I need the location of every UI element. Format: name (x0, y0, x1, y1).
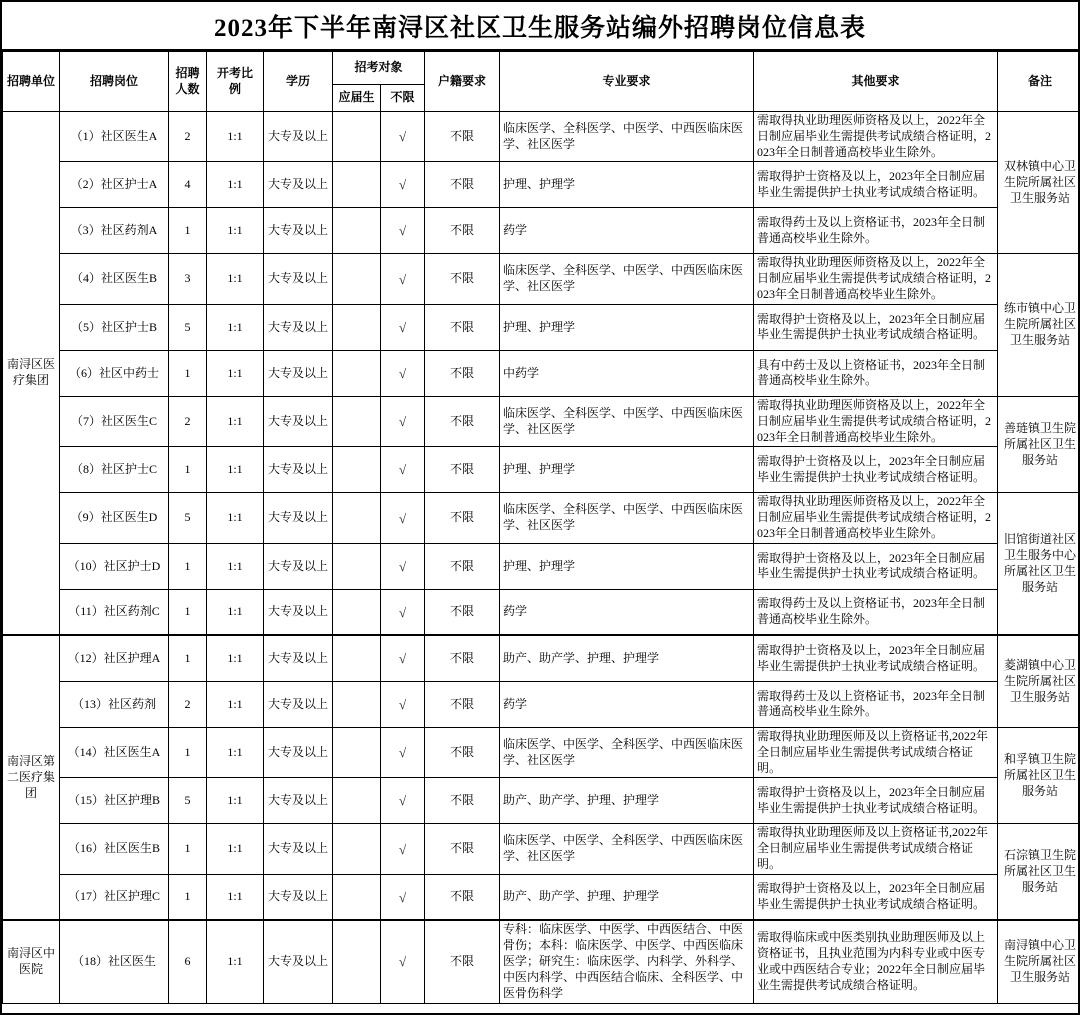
ratio-cell: 1:1 (207, 304, 264, 350)
remark-cell: 石淙镇卫生院所属社区卫生服务站 (998, 824, 1080, 920)
other-cell: 需取得执业助理医师资格及以上，2022年全日制应届毕业生需提供考试成绩合格证明，2023年全日制普通高校毕业生除外。 (754, 112, 998, 162)
ratio-cell: 1:1 (207, 447, 264, 493)
hukou-cell: 不限 (425, 589, 500, 635)
count-cell: 1 (169, 589, 207, 635)
education-cell: 大专及以上 (264, 350, 333, 396)
col-header-other: 其他要求 (754, 52, 998, 112)
education-cell: 大专及以上 (264, 162, 333, 208)
hukou-cell: 不限 (425, 543, 500, 589)
education-cell: 大专及以上 (264, 304, 333, 350)
col-header-fresh-grad: 应届生 (333, 85, 381, 112)
major-cell: 护理、护理学 (500, 162, 754, 208)
major-cell: 护理、护理学 (500, 447, 754, 493)
count-cell: 5 (169, 493, 207, 543)
count-cell: 5 (169, 304, 207, 350)
hukou-cell: 不限 (425, 778, 500, 824)
position-cell: （3）社区药剂A (60, 208, 169, 254)
count-cell: 4 (169, 162, 207, 208)
other-cell: 需取得临床或中医类别执业助理医师及以上资格证书，且执业范围为内科专业或中医专业或中西医结合专业；2022年全日制应届毕业生需提供考试成绩合格证明。 (754, 920, 998, 1003)
education-cell: 大专及以上 (264, 396, 333, 446)
major-cell: 护理、护理学 (500, 543, 754, 589)
col-header-unlimited: 不限 (381, 85, 425, 112)
position-cell: （9）社区医生D (60, 493, 169, 543)
unlimited-check-cell: √ (381, 208, 425, 254)
ratio-cell: 1:1 (207, 543, 264, 589)
unlimited-check-cell: √ (381, 681, 425, 727)
unlimited-check-cell: √ (381, 396, 425, 446)
hukou-cell: 不限 (425, 447, 500, 493)
unlimited-check-cell: √ (381, 493, 425, 543)
major-cell: 临床医学、全科医学、中医学、中西医临床医学、社区医学 (500, 112, 754, 162)
education-cell: 大专及以上 (264, 778, 333, 824)
table-row (3, 350, 1080, 396)
count-cell: 2 (169, 681, 207, 727)
position-cell: （4）社区医生B (60, 254, 169, 304)
count-cell: 1 (169, 208, 207, 254)
unlimited-check-cell: √ (381, 920, 425, 1003)
education-cell: 大专及以上 (264, 681, 333, 727)
position-cell: （5）社区护士B (60, 304, 169, 350)
recruitment-table (2, 51, 1080, 1004)
education-cell: 大专及以上 (264, 112, 333, 162)
count-cell: 1 (169, 350, 207, 396)
fresh-grad-cell (333, 350, 381, 396)
remark-cell: 双林镇中心卫生院所属社区卫生服务站 (998, 112, 1080, 254)
position-cell: （17）社区护理C (60, 874, 169, 920)
table-row (3, 920, 1080, 1003)
table-row (3, 874, 1080, 920)
table-body (3, 112, 1080, 1004)
table-row (3, 447, 1080, 493)
unlimited-check-cell: √ (381, 112, 425, 162)
position-cell: （10）社区护士D (60, 543, 169, 589)
position-cell: （8）社区护士C (60, 447, 169, 493)
major-cell: 临床医学、中医学、全科医学、中西医临床医学、社区医学 (500, 824, 754, 874)
hukou-cell: 不限 (425, 162, 500, 208)
other-cell: 需取得药士及以上资格证书，2023年全日制普通高校毕业生除外。 (754, 208, 998, 254)
hukou-cell: 不限 (425, 824, 500, 874)
position-cell: （15）社区护理B (60, 778, 169, 824)
count-cell: 3 (169, 254, 207, 304)
ratio-cell: 1:1 (207, 162, 264, 208)
other-cell: 需取得护士资格及以上，2023年全日制应届毕业生需提供护士执业考试成绩合格证明。 (754, 778, 998, 824)
col-header-unit: 招聘单位 (3, 52, 60, 112)
remark-cell: 善琏镇卫生院所属社区卫生服务站 (998, 396, 1080, 492)
position-cell: （2）社区护士A (60, 162, 169, 208)
position-cell: （14）社区医生A (60, 727, 169, 777)
col-header-target: 招考对象 (333, 52, 425, 85)
other-cell: 需取得护士资格及以上，2023年全日制应届毕业生需提供护士执业考试成绩合格证明。 (754, 304, 998, 350)
fresh-grad-cell (333, 778, 381, 824)
hukou-cell: 不限 (425, 304, 500, 350)
education-cell: 大专及以上 (264, 493, 333, 543)
table-row (3, 589, 1080, 635)
ratio-cell: 1:1 (207, 824, 264, 874)
hukou-cell: 不限 (425, 254, 500, 304)
fresh-grad-cell (333, 727, 381, 777)
position-cell: （1）社区医生A (60, 112, 169, 162)
education-cell: 大专及以上 (264, 543, 333, 589)
col-header-major: 专业要求 (500, 52, 754, 112)
fresh-grad-cell (333, 589, 381, 635)
fresh-grad-cell (333, 162, 381, 208)
fresh-grad-cell (333, 447, 381, 493)
hukou-cell: 不限 (425, 920, 500, 1003)
ratio-cell: 1:1 (207, 635, 264, 681)
table-row (3, 635, 1080, 681)
education-cell: 大专及以上 (264, 208, 333, 254)
other-cell: 需取得护士资格及以上，2023年全日制应届毕业生需提供护士执业考试成绩合格证明。 (754, 447, 998, 493)
fresh-grad-cell (333, 681, 381, 727)
ratio-cell: 1:1 (207, 778, 264, 824)
table-row (3, 824, 1080, 874)
hukou-cell: 不限 (425, 635, 500, 681)
education-cell: 大专及以上 (264, 824, 333, 874)
education-cell: 大专及以上 (264, 254, 333, 304)
table-header (3, 52, 1080, 112)
other-cell: 需取得药士及以上资格证书，2023年全日制普通高校毕业生除外。 (754, 589, 998, 635)
table-row (3, 778, 1080, 824)
ratio-cell: 1:1 (207, 589, 264, 635)
remark-cell: 和孚镇卫生院所属社区卫生服务站 (998, 727, 1080, 823)
major-cell: 药学 (500, 208, 754, 254)
fresh-grad-cell (333, 493, 381, 543)
major-cell: 临床医学、全科医学、中医学、中西医临床医学、社区医学 (500, 396, 754, 446)
ratio-cell: 1:1 (207, 112, 264, 162)
hukou-cell: 不限 (425, 681, 500, 727)
education-cell: 大专及以上 (264, 589, 333, 635)
fresh-grad-cell (333, 635, 381, 681)
fresh-grad-cell (333, 208, 381, 254)
other-cell: 需取得执业助理医师资格及以上，2022年全日制应届毕业生需提供考试成绩合格证明，2023年全日制普通高校毕业生除外。 (754, 254, 998, 304)
major-cell: 专科：临床医学、中医学、中西医结合、中医骨伤；本科：临床医学、中医学、中西医临床医学；研究生：临床医学、内科学、外科学、中医内科学、中西医结合临床、全科医学、中医骨伤科学 (500, 920, 754, 1003)
count-cell: 6 (169, 920, 207, 1003)
table-row (3, 396, 1080, 446)
count-cell: 1 (169, 874, 207, 920)
other-cell: 需取得执业助理医师资格及以上，2022年全日制应届毕业生需提供考试成绩合格证明，2023年全日制普通高校毕业生除外。 (754, 396, 998, 446)
major-cell: 药学 (500, 681, 754, 727)
position-cell: （16）社区医生B (60, 824, 169, 874)
position-cell: （13）社区药剂 (60, 681, 169, 727)
education-cell: 大专及以上 (264, 727, 333, 777)
education-cell: 大专及以上 (264, 635, 333, 681)
major-cell: 助产、助产学、护理、护理学 (500, 778, 754, 824)
unlimited-check-cell: √ (381, 874, 425, 920)
major-cell: 护理、护理学 (500, 304, 754, 350)
table-row (3, 162, 1080, 208)
count-cell: 2 (169, 112, 207, 162)
fresh-grad-cell (333, 824, 381, 874)
fresh-grad-cell (333, 920, 381, 1003)
hukou-cell: 不限 (425, 396, 500, 446)
major-cell: 临床医学、中医学、全科医学、中西医临床医学、社区医学 (500, 727, 754, 777)
ratio-cell: 1:1 (207, 254, 264, 304)
ratio-cell: 1:1 (207, 493, 264, 543)
other-cell: 需取得执业助理医师及以上资格证书,2022年全日制应届毕业生需提供考试成绩合格证明。 (754, 824, 998, 874)
fresh-grad-cell (333, 874, 381, 920)
remark-cell: 菱湖镇中心卫生院所属社区卫生服务站 (998, 635, 1080, 727)
hukou-cell: 不限 (425, 350, 500, 396)
fresh-grad-cell (333, 112, 381, 162)
table-row (3, 112, 1080, 162)
count-cell: 1 (169, 447, 207, 493)
unit-cell: 南浔区第二医疗集团 (3, 635, 60, 920)
unlimited-check-cell: √ (381, 824, 425, 874)
count-cell: 1 (169, 824, 207, 874)
table-row (3, 543, 1080, 589)
table-row (3, 208, 1080, 254)
hukou-cell: 不限 (425, 727, 500, 777)
count-cell: 1 (169, 635, 207, 681)
other-cell: 需取得护士资格及以上，2023年全日制应届毕业生需提供护士执业考试成绩合格证明。 (754, 874, 998, 920)
major-cell: 药学 (500, 589, 754, 635)
position-cell: （6）社区中药士 (60, 350, 169, 396)
remark-cell: 练市镇中心卫生院所属社区卫生服务站 (998, 254, 1080, 396)
col-header-hukou: 户籍要求 (425, 52, 500, 112)
fresh-grad-cell (333, 304, 381, 350)
unlimited-check-cell: √ (381, 162, 425, 208)
col-header-ratio: 开考比例 (207, 52, 264, 112)
fresh-grad-cell (333, 543, 381, 589)
hukou-cell: 不限 (425, 874, 500, 920)
other-cell: 需取得护士资格及以上，2023年全日制应届毕业生需提供护士执业考试成绩合格证明。 (754, 543, 998, 589)
unlimited-check-cell: √ (381, 543, 425, 589)
position-cell: （7）社区医生C (60, 396, 169, 446)
major-cell: 助产、助产学、护理、护理学 (500, 635, 754, 681)
table-row (3, 493, 1080, 543)
count-cell: 1 (169, 727, 207, 777)
other-cell: 具有中药士及以上资格证书，2023年全日制普通高校毕业生除外。 (754, 350, 998, 396)
position-cell: （11）社区药剂C (60, 589, 169, 635)
major-cell: 助产、助产学、护理、护理学 (500, 874, 754, 920)
hukou-cell: 不限 (425, 208, 500, 254)
unlimited-check-cell: √ (381, 254, 425, 304)
ratio-cell: 1:1 (207, 920, 264, 1003)
other-cell: 需取得护士资格及以上，2023年全日制应届毕业生需提供护士执业考试成绩合格证明。 (754, 635, 998, 681)
unlimited-check-cell: √ (381, 727, 425, 777)
count-cell: 1 (169, 543, 207, 589)
unlimited-check-cell: √ (381, 447, 425, 493)
unlimited-check-cell: √ (381, 589, 425, 635)
other-cell: 需取得护士资格及以上，2023年全日制应届毕业生需提供护士执业考试成绩合格证明。 (754, 162, 998, 208)
col-header-position: 招聘岗位 (60, 52, 169, 112)
major-cell: 中药学 (500, 350, 754, 396)
table-row (3, 254, 1080, 304)
unlimited-check-cell: √ (381, 304, 425, 350)
hukou-cell: 不限 (425, 112, 500, 162)
major-cell: 临床医学、全科医学、中医学、中西医临床医学、社区医学 (500, 493, 754, 543)
table-row (3, 304, 1080, 350)
major-cell: 临床医学、全科医学、中医学、中西医临床医学、社区医学 (500, 254, 754, 304)
ratio-cell: 1:1 (207, 208, 264, 254)
unlimited-check-cell: √ (381, 778, 425, 824)
education-cell: 大专及以上 (264, 447, 333, 493)
unlimited-check-cell: √ (381, 635, 425, 681)
other-cell: 需取得执业助理医师资格及以上，2022年全日制应届毕业生需提供考试成绩合格证明，2023年全日制普通高校毕业生除外。 (754, 493, 998, 543)
count-cell: 2 (169, 396, 207, 446)
table-row (3, 727, 1080, 777)
education-cell: 大专及以上 (264, 920, 333, 1003)
ratio-cell: 1:1 (207, 396, 264, 446)
position-cell: （18）社区医生 (60, 920, 169, 1003)
position-cell: （12）社区护理A (60, 635, 169, 681)
col-header-remark: 备注 (998, 52, 1080, 112)
page-title: 2023年下半年南浔区社区卫生服务站编外招聘岗位信息表 (2, 2, 1078, 51)
ratio-cell: 1:1 (207, 874, 264, 920)
col-header-count: 招聘人数 (169, 52, 207, 112)
other-cell: 需取得执业助理医师及以上资格证书,2022年全日制应届毕业生需提供考试成绩合格证明。 (754, 727, 998, 777)
hukou-cell: 不限 (425, 493, 500, 543)
unit-cell: 南浔区医疗集团 (3, 112, 60, 636)
unit-cell: 南浔区中医院 (3, 920, 60, 1003)
education-cell: 大专及以上 (264, 874, 333, 920)
fresh-grad-cell (333, 254, 381, 304)
other-cell: 需取得药士及以上资格证书，2023年全日制普通高校毕业生除外。 (754, 681, 998, 727)
remark-cell: 南浔镇中心卫生院所属社区卫生服务站 (998, 920, 1080, 1003)
ratio-cell: 1:1 (207, 727, 264, 777)
count-cell: 5 (169, 778, 207, 824)
unlimited-check-cell: √ (381, 350, 425, 396)
remark-cell: 旧馆街道社区卫生服务中心所属社区卫生服务站 (998, 493, 1080, 635)
fresh-grad-cell (333, 396, 381, 446)
ratio-cell: 1:1 (207, 681, 264, 727)
col-header-education: 学历 (264, 52, 333, 112)
table-row (3, 681, 1080, 727)
ratio-cell: 1:1 (207, 350, 264, 396)
